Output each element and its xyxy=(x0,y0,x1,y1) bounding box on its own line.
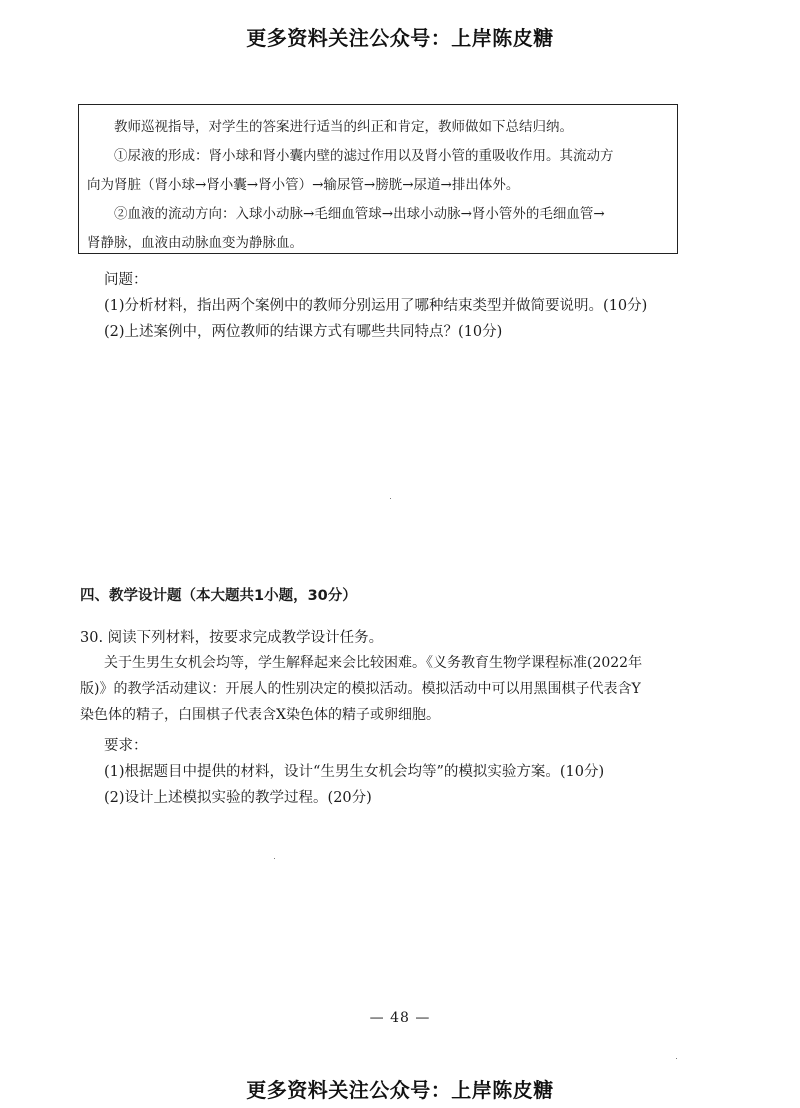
scan-speck xyxy=(390,498,391,499)
question-1: (1)分析材料，指出两个案例中的教师分别运用了哪种结束类型并做简要说明。(10分) xyxy=(104,298,648,314)
material-line: 版)》的教学活动建议：开展人的性别决定的模拟活动。模拟活动中可以用黑围棋子代表含Y xyxy=(80,681,641,697)
case-line: 向为肾脏（肾小球→肾小囊→肾小管）→输尿管→膀胱→尿道→排出体外。 xyxy=(87,177,520,193)
question-30-intro: 30. 阅读下列材料，按要求完成教学设计任务。 xyxy=(80,630,384,646)
page-number: — 48 — xyxy=(369,1010,431,1026)
header-banner: 更多资料关注公众号：上岸陈皮糖 xyxy=(246,26,554,50)
section-heading: 四、教学设计题（本大题共1小题，30分） xyxy=(80,588,357,604)
scan-speck xyxy=(676,1058,677,1059)
scan-speck xyxy=(274,858,275,859)
material-line: 关于生男生女机会均等，学生解释起来会比较困难。《义务教育生物学课程标准(2022年 xyxy=(104,655,643,671)
case-line: 教师巡视指导，对学生的答案进行适当的纠正和肯定，教师做如下总结归纳。 xyxy=(114,119,573,135)
case-line: ②血液的流动方向：入球小动脉→毛细血管球→出球小动脉→肾小管外的毛细血管→ xyxy=(114,206,605,222)
case-line: 肾静脉，血液由动脉血变为静脉血。 xyxy=(87,235,303,251)
requirement-1: (1)根据题目中提供的材料，设计“生男生女机会均等”的模拟实验方案。(10分) xyxy=(104,764,605,780)
case-material-box xyxy=(78,104,678,254)
requirements-label: 要求： xyxy=(104,738,148,754)
question-2: (2)上述案例中，两位教师的结课方式有哪些共同特点？(10分) xyxy=(104,324,503,340)
case-line: ①尿液的形成：肾小球和肾小囊内壁的滤过作用以及肾小管的重吸收作用。其流动方 xyxy=(114,148,614,164)
questions-label: 问题： xyxy=(104,272,148,288)
footer-banner: 更多资料关注公众号：上岸陈皮糖 xyxy=(246,1078,554,1102)
requirement-2: (2)设计上述模拟实验的教学过程。(20分) xyxy=(104,790,372,806)
material-line: 染色体的精子，白围棋子代表含X染色体的精子或卵细胞。 xyxy=(80,707,440,723)
